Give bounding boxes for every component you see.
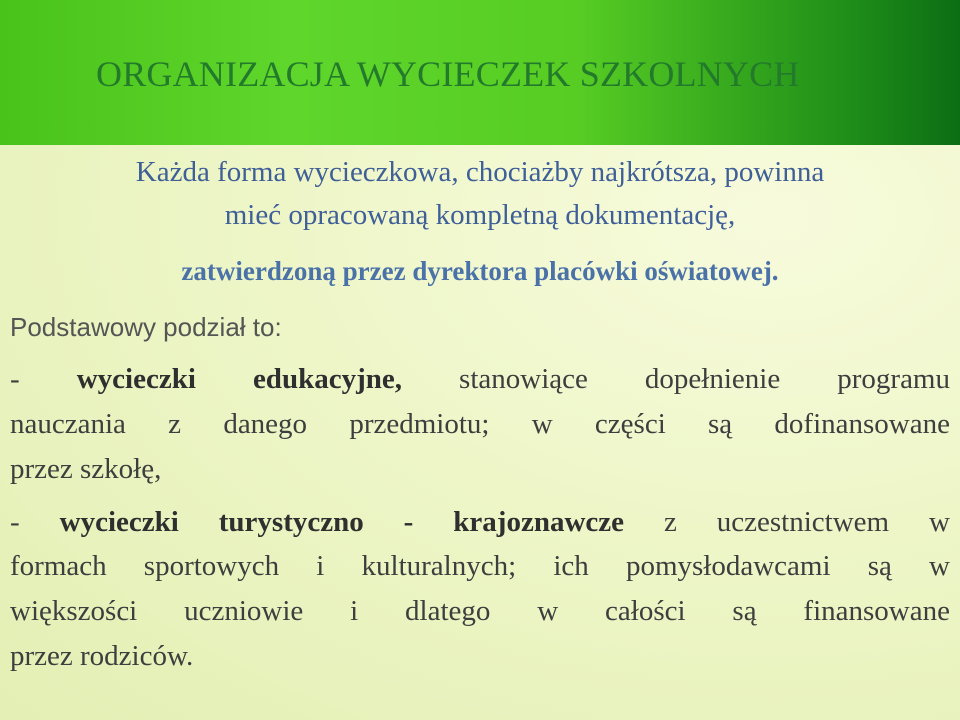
item1-line-3: przez szkołę,	[10, 453, 162, 485]
item2-line-4: przez rodziców.	[10, 640, 194, 672]
item1-line-2: nauczania z danego przedmiotu; w części są dofinansowane	[10, 408, 950, 440]
item2-line-3: większości uczniowie i dlatego w całości są finansowane	[10, 595, 950, 627]
intro-line-1: Każda forma wycieczkowa, chociażby najkrótsza, powinna	[135, 156, 825, 188]
item2-line-1	[10, 504, 950, 540]
page-title: ORGANIZACJA WYCIECZEK SZKOLNYCH	[96, 54, 800, 94]
title-banner	[0, 0, 960, 145]
item1-prefix: -	[10, 363, 77, 395]
intro-line-2: mieć opracowaną kompletną dokumentację,	[224, 199, 736, 231]
intro-line-3: zatwierdzoną przez dyrektora placówki oświatowej.	[181, 256, 779, 286]
item2-line1-rest: z uczestnictwem w	[624, 506, 950, 538]
item2-prefix: -	[10, 506, 60, 538]
subtitle: Podstawowy podział to:	[10, 312, 282, 342]
item2-bold: wycieczki turystyczno - krajoznawcze	[59, 506, 624, 538]
item1-line1-rest: stanowiące dopełnienie programu	[401, 363, 950, 395]
item1-bold: wycieczki edukacyjne,	[76, 363, 402, 395]
item2-line-2: formach sportowych i kulturalnych; ich pomysłodawcami są w	[10, 550, 950, 582]
item1-line-1	[10, 361, 950, 397]
